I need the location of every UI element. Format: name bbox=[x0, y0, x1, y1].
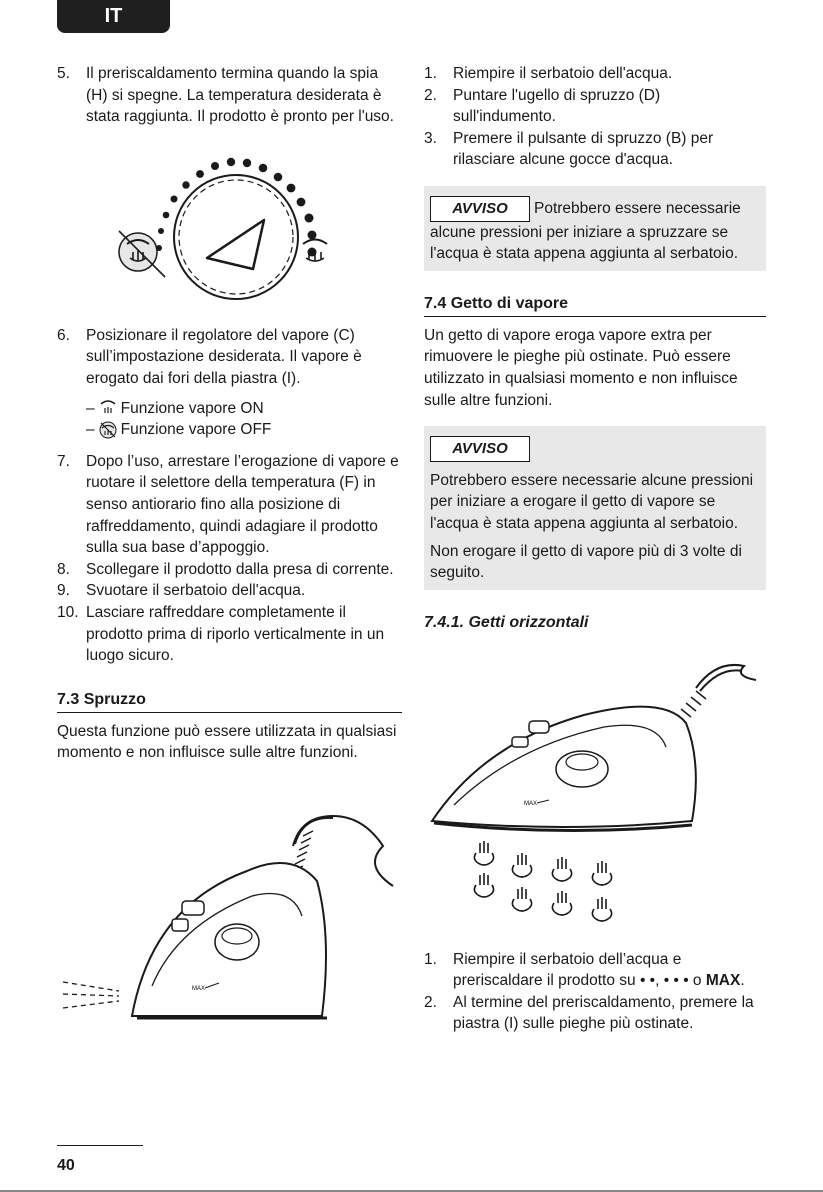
list-item: 2. Al termine del preriscaldamento, premere la piastra (I) sulle pieghe più ostinate. bbox=[424, 993, 754, 1033]
subsection-heading-horizontal: 7.4.1. Getti orizzontali bbox=[424, 613, 589, 631]
steps-list-7-10 bbox=[57, 451, 402, 667]
temperature-dial-illustration bbox=[57, 140, 402, 315]
list-item: 6. Posizionare il regolatore del vapore (C) sull’impostazione desiderata. Il vapore è erogato dai fori della piastra (I). bbox=[57, 326, 362, 387]
notice-box: AVVISO Potrebbero essere necessarie alcune pressioni per iniziare a erogare il getto di vapore se l'acqua è stata appena aggiunta al serbatoio. Non erogare il getto di vapore più di 3 volte di seguito. bbox=[424, 426, 766, 590]
left-column bbox=[57, 63, 402, 1036]
list-item: 2. Puntare l'ugello di spruzzo (D) sull'indumento. bbox=[424, 86, 661, 126]
section-paragraph: Questa funzione può essere utilizzata in qualsiasi momento e non influisce sulle altre funzioni. bbox=[57, 722, 397, 762]
list-item: 1. Riempire il serbatoio dell’acqua e preriscaldare il prodotto su • •, • • • o MAX. bbox=[424, 950, 745, 990]
steam-puffs bbox=[474, 841, 611, 921]
max-label: MAX bbox=[192, 985, 206, 992]
page-number-rule bbox=[57, 1145, 143, 1146]
right-column bbox=[424, 63, 766, 1035]
section-heading-steam-burst: 7.4 Getto di vapore bbox=[424, 295, 766, 317]
list-item: 7. Dopo l’uso, arrestare l’erogazione di vapore e ruotare il selettore della temperatura (F) in senso antiorario fino alla posizione di raffreddamento, quindi adagiare il prodotto sulla sua base d’appoggio. bbox=[57, 452, 399, 557]
page-number: 40 bbox=[57, 1157, 75, 1174]
steam-function-list bbox=[86, 398, 402, 441]
list-item: – Funzione vapore OFF bbox=[86, 421, 272, 439]
notice-box: AVVISO Potrebbero essere necessarie alcune pressioni per iniziare a spruzzare se l'acqua è stata appena aggiunta al serbatoio. bbox=[424, 186, 766, 271]
list-item: 8. Scollegare il prodotto dalla presa di corrente. bbox=[57, 560, 394, 578]
steps-list-6 bbox=[57, 325, 402, 390]
steam-off-icon bbox=[119, 231, 165, 277]
steam-on-icon bbox=[303, 239, 327, 261]
notice-tag: AVVISO bbox=[430, 436, 530, 462]
list-item: – Funzione vapore ON bbox=[86, 399, 264, 417]
list-item: 5. Il preriscaldamento termina quando la spia (H) si spegne. La temperatura desiderata è stata raggiunta. Il prodotto è pronto per l'uso. bbox=[57, 65, 394, 126]
iron-spray-illustration bbox=[57, 786, 402, 1036]
list-item: 1. Riempire il serbatoio dell'acqua. bbox=[424, 65, 673, 82]
iron-steam-burst-illustration bbox=[424, 643, 766, 943]
steam-on-icon bbox=[99, 399, 117, 417]
section-heading-spray: 7.3 Spruzzo bbox=[57, 691, 402, 713]
steam-off-icon bbox=[99, 421, 117, 439]
steam-burst-steps-list bbox=[424, 949, 766, 1035]
section-paragraph: Un getto di vapore eroga vapore extra per rimuovere le pieghe più ostinate. Può essere utilizzato in qualsiasi momento e non influisce sulle altre funzioni. bbox=[424, 326, 738, 409]
max-label: MAX bbox=[524, 800, 538, 807]
spray-steps-list bbox=[424, 63, 766, 171]
list-item: 3. Premere il pulsante di spruzzo (B) per rilasciare alcune gocce d'acqua. bbox=[424, 129, 714, 169]
language-tab: IT bbox=[57, 0, 170, 33]
list-item: 9. Svuotare il serbatoio dell'acqua. bbox=[57, 582, 306, 600]
steps-list-5 bbox=[57, 63, 402, 128]
list-item: 10. Lasciare raffreddare completamente il prodotto prima di riporlo verticalmente in un luogo sicuro. bbox=[57, 603, 385, 665]
notice-tag: AVVISO bbox=[430, 196, 530, 222]
